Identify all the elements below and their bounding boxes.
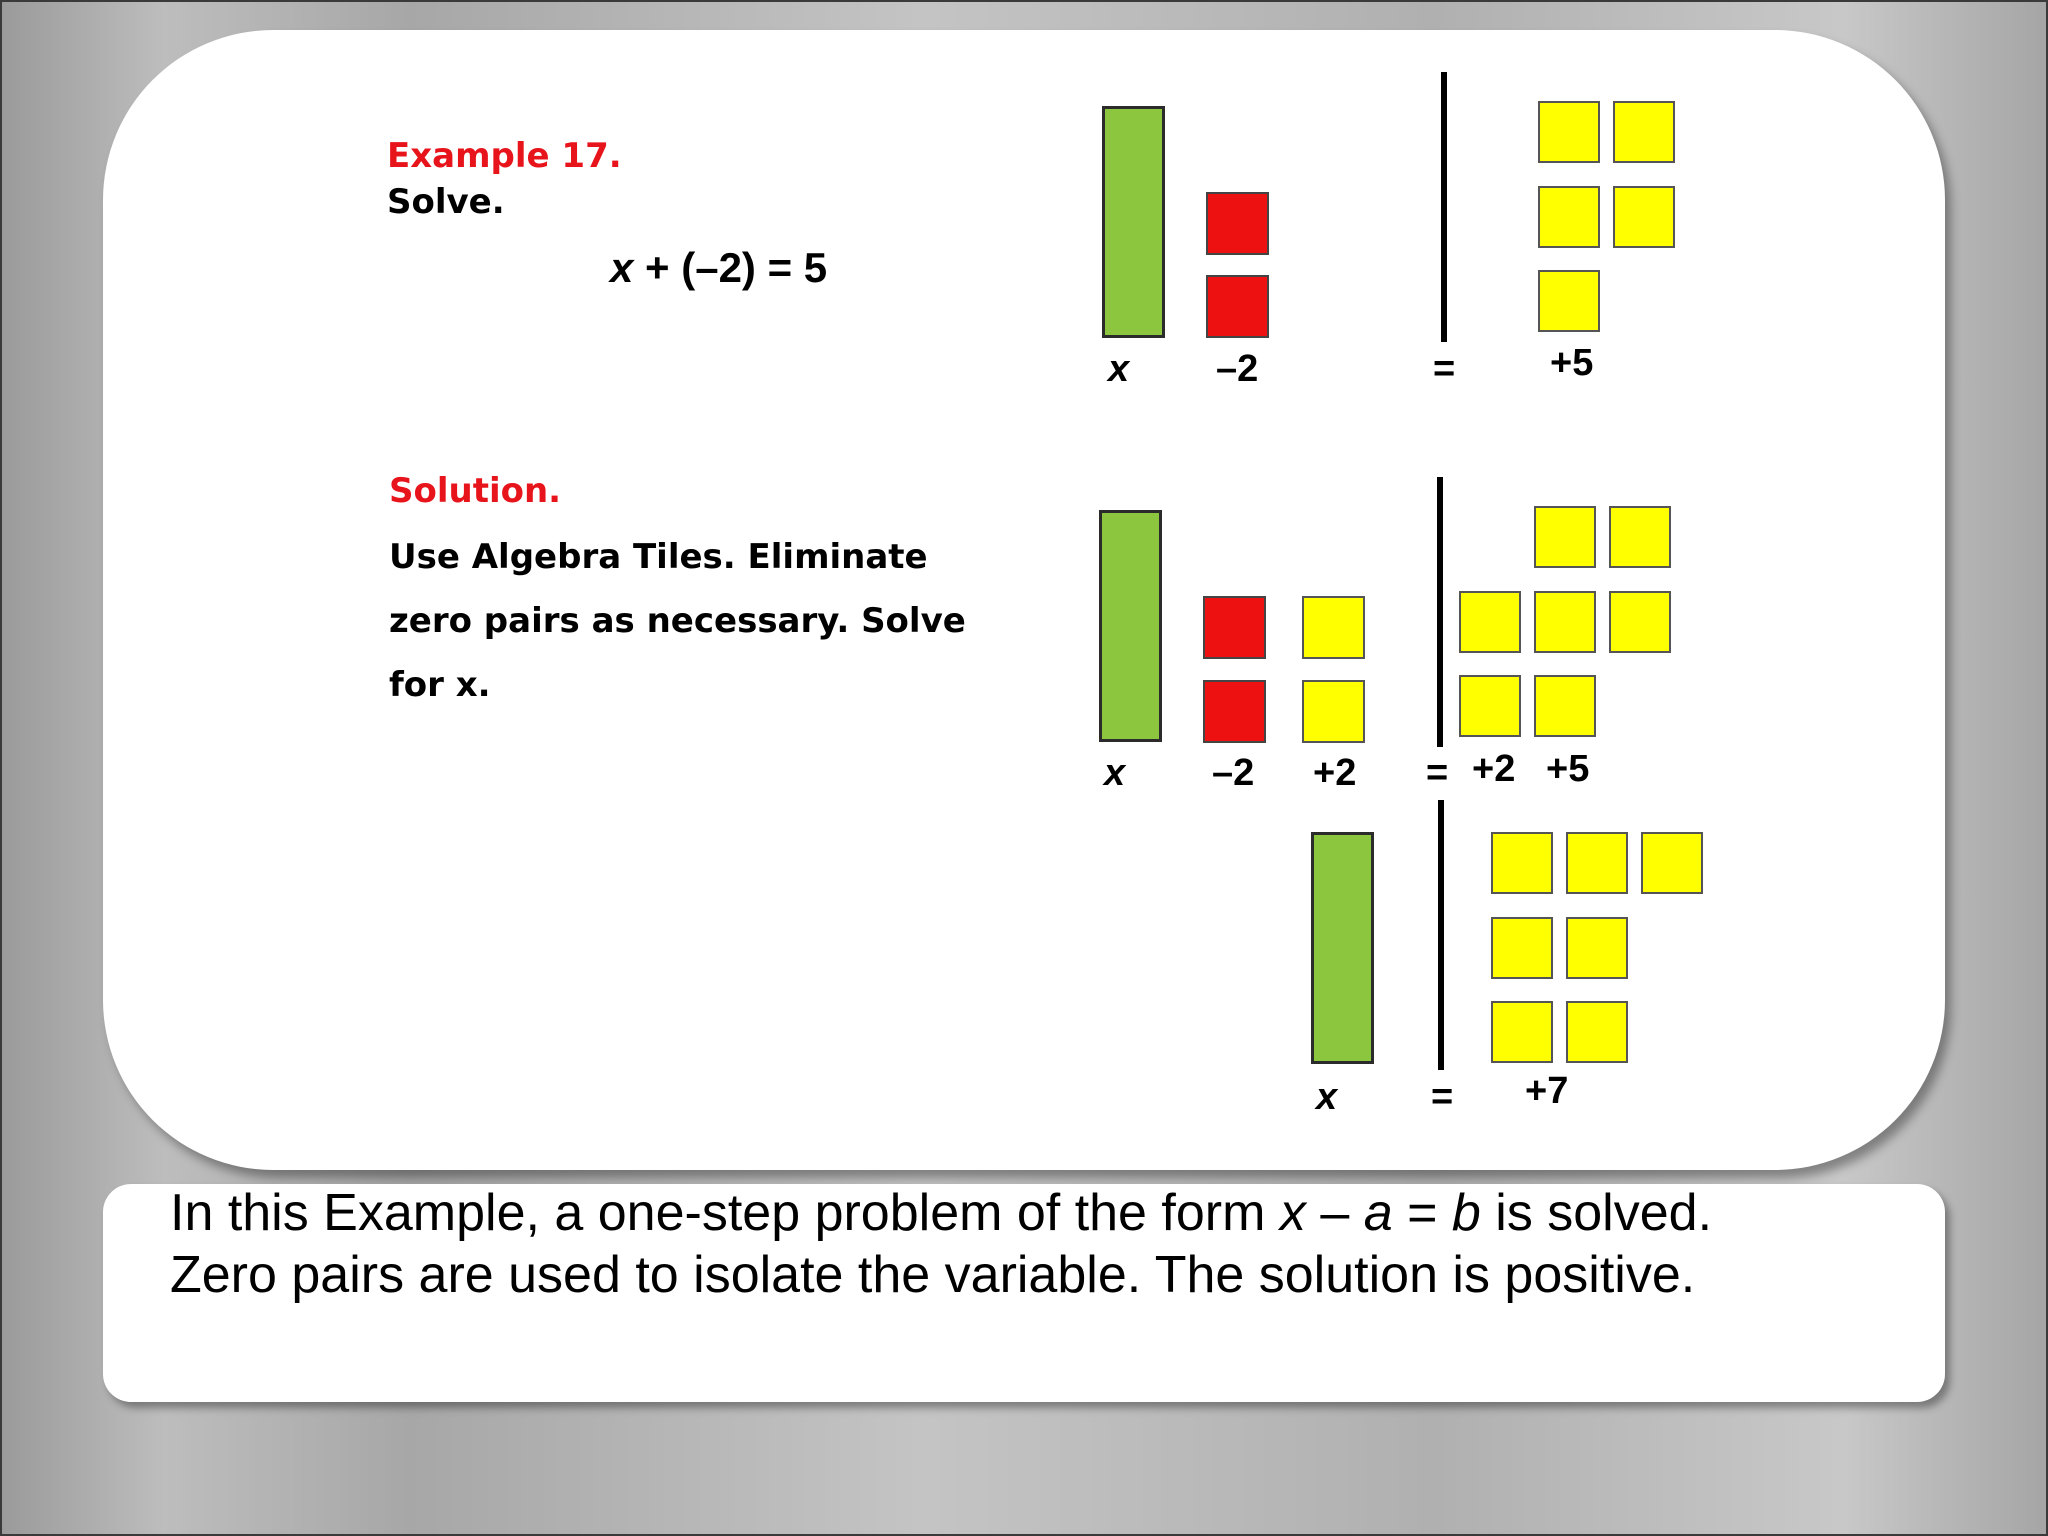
positive-unit-tile [1609, 591, 1671, 653]
positive-unit-tile [1538, 101, 1600, 163]
positive-unit-tile [1459, 591, 1521, 653]
rhs-label: +5 [1550, 342, 1594, 384]
positive-unit-tile [1302, 680, 1365, 743]
positive-unit-tile [1613, 101, 1675, 163]
positive-label: +2 [1313, 752, 1357, 794]
x-label: x [1104, 752, 1126, 794]
positive-unit-tile [1302, 596, 1365, 659]
positive-unit-tile [1459, 675, 1521, 737]
positive-unit-tile [1491, 1001, 1553, 1063]
positive-unit-tile [1491, 917, 1553, 979]
solution-title: Solution. [389, 471, 562, 511]
negative-unit-tile [1206, 275, 1269, 338]
equals-divider [1437, 477, 1443, 747]
positive-unit-tile [1609, 506, 1671, 568]
caption-text [170, 1182, 1712, 1306]
equation-variable: x [610, 244, 634, 291]
positive-unit-tile [1641, 832, 1703, 894]
negative-unit-tile [1203, 680, 1266, 743]
equals-divider [1438, 800, 1444, 1070]
x-tile [1099, 510, 1162, 742]
positive-unit-tile [1566, 832, 1628, 894]
caption-line-1: In this Example, a one-step problem of the form x – a = b is solved. [170, 1184, 1713, 1242]
caption-line-2: Zero pairs are used to isolate the variable. The solution is positive. [170, 1246, 1696, 1304]
solution-line-3: for x. [389, 665, 491, 705]
positive-unit-tile [1538, 270, 1600, 332]
negative-unit-tile [1203, 596, 1266, 659]
positive-unit-tile [1491, 832, 1553, 894]
equation-rest: + (–2) = 5 [633, 244, 828, 291]
negative-unit-tile [1206, 192, 1269, 255]
equals-sign: = [1433, 348, 1456, 390]
positive-unit-tile [1566, 917, 1628, 979]
x-label: x [1108, 348, 1130, 390]
example-equation [610, 244, 827, 292]
solution-line-1: Use Algebra Tiles. Eliminate [389, 537, 928, 577]
positive-unit-tile [1534, 591, 1596, 653]
rhs-label: +5 [1546, 748, 1590, 790]
positive-unit-tile [1613, 186, 1675, 248]
example-title: Example 17. [387, 136, 622, 176]
solution-line-2: zero pairs as necessary. Solve [389, 601, 966, 641]
equals-divider [1441, 72, 1447, 342]
equals-sign: = [1426, 752, 1449, 794]
positive-unit-tile [1534, 675, 1596, 737]
positive-unit-tile [1534, 506, 1596, 568]
positive-unit-tile [1538, 186, 1600, 248]
x-label: x [1316, 1076, 1338, 1118]
negative-label: –2 [1212, 752, 1255, 794]
solution-text [389, 525, 1089, 717]
x-tile [1102, 106, 1165, 338]
example-instruction: Solve. [387, 182, 505, 222]
equals-sign: = [1431, 1076, 1454, 1118]
rhs-label: +7 [1525, 1070, 1569, 1112]
rhs-positive-label: +2 [1472, 748, 1516, 790]
x-tile [1311, 832, 1374, 1064]
negative-label: –2 [1216, 348, 1259, 390]
positive-unit-tile [1566, 1001, 1628, 1063]
